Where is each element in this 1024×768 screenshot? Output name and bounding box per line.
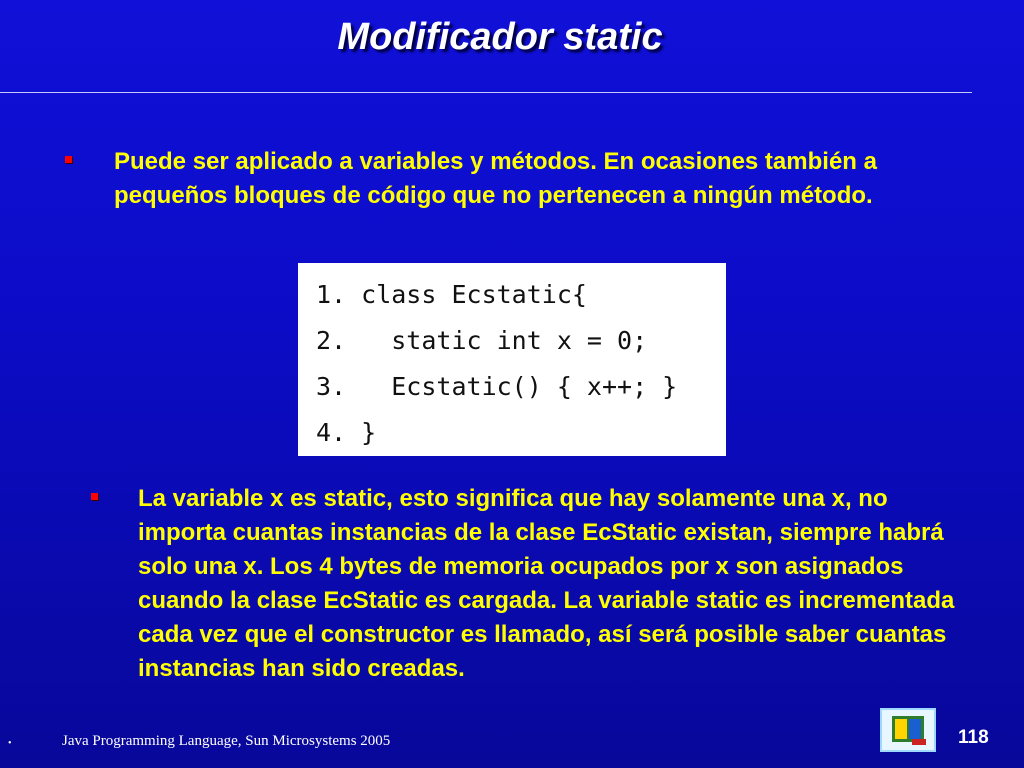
code-snippet — [298, 263, 726, 456]
page-number: 118 — [958, 727, 989, 748]
slide-title: Modificador static — [337, 16, 663, 58]
code-line-1: 1. class Ecstatic{ — [316, 280, 587, 309]
code-line-4: 4. } — [316, 418, 377, 447]
code-line-2: 2. static int x = 0; — [316, 326, 648, 355]
java-course-logo-icon — [880, 708, 936, 752]
title-divider — [0, 92, 972, 93]
bullet-square-icon — [91, 493, 98, 500]
bullet-text-1: Puede ser aplicado a variables y métodos. En ocasiones también a pequeños bloques de código que no pertenecen a ningún método. — [114, 148, 877, 209]
bullet-text-2: La variable x es static, esto significa que hay solamente una x, no importa cuantas instancias de la clase EcStatic existan, siempre habrá solo una x. Los 4 bytes de memoria ocupados por x son asignados cuando la clase EcStatic es cargada. La variable static es incrementada cada vez que el constructor es llamado, así será posible saber cuantas instancias han sido creadas. — [138, 485, 955, 682]
footer-bullet: • — [8, 738, 12, 749]
footer-source: Java Programming Language, Sun Microsystems 2005 — [62, 733, 391, 749]
code-line-3: 3. Ecstatic() { x++; } — [316, 372, 678, 401]
bullet-square-icon — [65, 156, 72, 163]
